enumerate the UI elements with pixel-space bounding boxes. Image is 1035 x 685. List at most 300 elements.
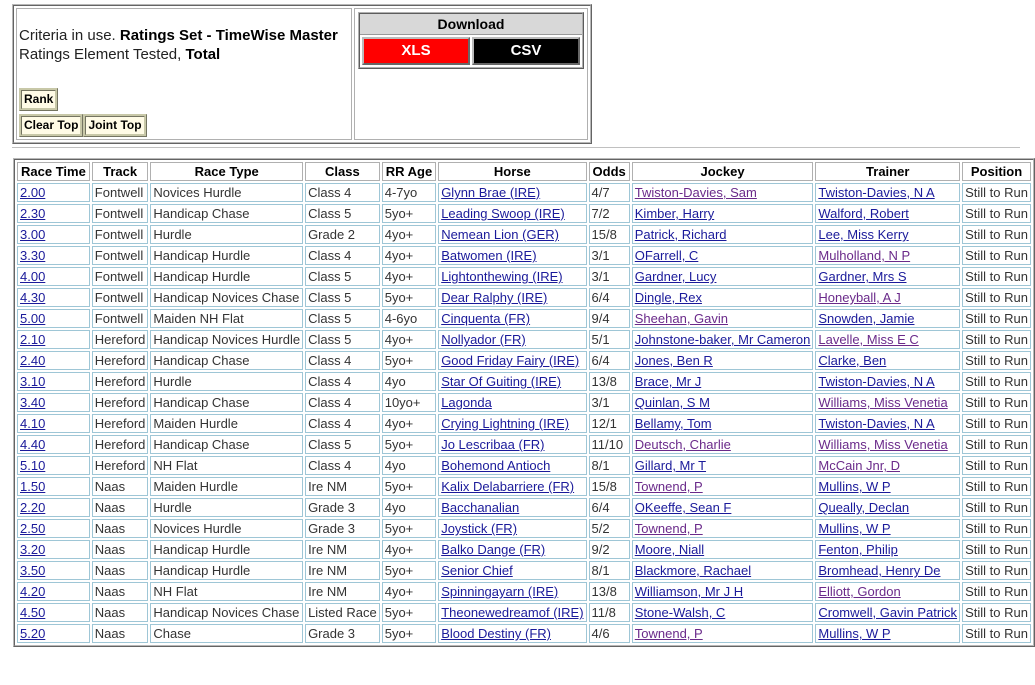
race-type-cell: Handicap Novices Hurdle	[150, 330, 303, 349]
position-cell: Still to Run	[962, 372, 1031, 391]
jockey-link[interactable]: Bellamy, Tom	[634, 416, 712, 431]
track-cell: Naas	[92, 582, 149, 601]
horse-cell	[438, 393, 586, 412]
position-cell: Still to Run	[962, 330, 1031, 349]
download-title: Download	[360, 14, 582, 35]
race-time-cell	[17, 624, 90, 643]
odds-cell: 9/2	[589, 540, 630, 559]
race-type-cell: Hurdle	[150, 372, 303, 391]
race-time-link[interactable]: 3.20	[20, 542, 46, 557]
table-row	[17, 540, 1031, 559]
horse-cell	[438, 288, 586, 307]
horse-link[interactable]: Senior Chief	[441, 563, 513, 578]
clear-top-button[interactable]: Clear Top	[19, 114, 83, 137]
trainer-link[interactable]: Lavelle, Miss E C	[818, 332, 919, 347]
rr-age-cell: 5yo+	[382, 288, 436, 307]
table-row	[17, 624, 1031, 643]
track-cell: Hereford	[92, 393, 149, 412]
column-header: Odds	[589, 162, 630, 181]
odds-cell: 3/1	[589, 393, 630, 412]
jockey-link[interactable]: Deutsch, Charlie	[634, 437, 731, 452]
race-time-cell	[17, 477, 90, 496]
odds-cell: 6/4	[589, 288, 630, 307]
track-cell: Fontwell	[92, 267, 149, 286]
trainer-link[interactable]: Williams, Miss Venetia	[818, 395, 948, 410]
trainer-link[interactable]: Twiston-Davies, N A	[818, 185, 935, 200]
table-row	[17, 246, 1031, 265]
class-cell: Grade 3	[305, 519, 380, 538]
position-cell: Still to Run	[962, 561, 1031, 580]
track-cell: Naas	[92, 540, 149, 559]
trainer-cell	[815, 372, 960, 391]
jockey-cell	[632, 183, 814, 202]
odds-cell: 5/2	[589, 519, 630, 538]
jockey-link[interactable]: Kimber, Harry	[634, 206, 715, 221]
rank-button[interactable]: Rank	[19, 88, 58, 111]
trainer-link[interactable]: Twiston-Davies, N A	[818, 374, 935, 389]
position-cell: Still to Run	[962, 309, 1031, 328]
race-time-link[interactable]: 2.10	[20, 332, 46, 347]
column-header: Jockey	[632, 162, 814, 181]
jockey-cell	[632, 267, 814, 286]
race-type-cell: Handicap Chase	[150, 435, 303, 454]
rr-age-cell: 5yo+	[382, 519, 436, 538]
trainer-link[interactable]: Snowden, Jamie	[818, 311, 915, 326]
class-cell: Class 5	[305, 204, 380, 223]
jockey-cell	[632, 351, 814, 370]
trainer-cell	[815, 624, 960, 643]
race-time-link[interactable]: 3.50	[20, 563, 46, 578]
trainer-cell	[815, 204, 960, 223]
race-time-cell	[17, 351, 90, 370]
class-cell: Ire NM	[305, 477, 380, 496]
track-cell: Naas	[92, 498, 149, 517]
horse-cell	[438, 414, 586, 433]
race-time-link[interactable]: 4.00	[20, 269, 46, 284]
track-cell: Hereford	[92, 372, 149, 391]
rr-age-cell: 4yo+	[382, 267, 436, 286]
horse-cell	[438, 519, 586, 538]
trainer-cell	[815, 456, 960, 475]
race-time-link[interactable]: 2.00	[20, 185, 46, 200]
position-cell: Still to Run	[962, 582, 1031, 601]
table-row	[17, 414, 1031, 433]
odds-cell: 5/1	[589, 330, 630, 349]
table-row	[17, 435, 1031, 454]
jockey-link[interactable]: Townend, P	[634, 521, 703, 536]
race-time-link[interactable]: 4.20	[20, 584, 46, 599]
jockey-link[interactable]: Dingle, Rex	[634, 290, 702, 305]
jockey-link[interactable]: Moore, Niall	[634, 542, 705, 557]
horse-link[interactable]: Blood Destiny (FR)	[441, 626, 551, 641]
table-row	[17, 372, 1031, 391]
jockey-link[interactable]: Townend, P	[634, 626, 703, 641]
class-cell: Class 5	[305, 267, 380, 286]
table-row	[17, 309, 1031, 328]
class-cell: Listed Race	[305, 603, 380, 622]
race-time-cell	[17, 582, 90, 601]
odds-cell: 12/1	[589, 414, 630, 433]
position-cell: Still to Run	[962, 477, 1031, 496]
trainer-link[interactable]: Twiston-Davies, N A	[818, 416, 935, 431]
trainer-link[interactable]: Mullins, W P	[818, 479, 891, 494]
trainer-link[interactable]: Queally, Declan	[818, 500, 910, 515]
class-cell: Class 4	[305, 351, 380, 370]
track-cell: Naas	[92, 519, 149, 538]
odds-cell: 4/7	[589, 183, 630, 202]
trainer-link[interactable]: Walford, Robert	[818, 206, 909, 221]
jockey-cell	[632, 456, 814, 475]
joint-top-button[interactable]: Joint Top	[83, 114, 146, 137]
jockey-cell	[632, 498, 814, 517]
jockey-link[interactable]: Quinlan, S M	[634, 395, 710, 410]
rr-age-cell: 4yo	[382, 498, 436, 517]
table-row	[17, 351, 1031, 370]
horse-cell	[438, 540, 586, 559]
class-cell: Grade 3	[305, 624, 380, 643]
horse-link[interactable]: Nollyador (FR)	[441, 332, 526, 347]
column-header: Trainer	[815, 162, 960, 181]
jockey-link[interactable]: Sheehan, Gavin	[634, 311, 728, 326]
rr-age-cell: 5yo+	[382, 561, 436, 580]
trainer-link[interactable]: Clarke, Ben	[818, 353, 887, 368]
horse-link[interactable]: Theonewedreamof (IRE)	[441, 605, 584, 620]
horse-link[interactable]: Cinquenta (FR)	[441, 311, 531, 326]
trainer-cell	[815, 414, 960, 433]
jockey-cell	[632, 519, 814, 538]
race-type-cell: NH Flat	[150, 456, 303, 475]
track-cell: Naas	[92, 477, 149, 496]
race-time-link[interactable]: 5.20	[20, 626, 46, 641]
odds-cell: 3/1	[589, 267, 630, 286]
trainer-cell	[815, 183, 960, 202]
track-cell: Fontwell	[92, 288, 149, 307]
horse-link[interactable]: Glynn Brae (IRE)	[441, 185, 541, 200]
trainer-cell	[815, 309, 960, 328]
horse-cell	[438, 309, 586, 328]
horse-link[interactable]: Joystick (FR)	[441, 521, 518, 536]
horse-cell	[438, 267, 586, 286]
jockey-link[interactable]: OKeeffe, Sean F	[634, 500, 732, 515]
race-type-cell: Novices Hurdle	[150, 183, 303, 202]
trainer-link[interactable]: Fenton, Philip	[818, 542, 898, 557]
trainer-link[interactable]: Mullins, W P	[818, 626, 891, 641]
rr-age-cell: 5yo+	[382, 477, 436, 496]
race-type-cell: Handicap Hurdle	[150, 540, 303, 559]
rr-age-cell: 4yo+	[382, 330, 436, 349]
jockey-link[interactable]: OFarrell, C	[634, 248, 699, 263]
criteria-panel	[12, 4, 592, 144]
rr-age-cell: 5yo+	[382, 351, 436, 370]
class-cell: Ire NM	[305, 582, 380, 601]
table-row	[17, 288, 1031, 307]
jockey-link[interactable]: Jones, Ben R	[634, 353, 713, 368]
race-time-link[interactable]: 2.40	[20, 353, 46, 368]
race-time-link[interactable]: 3.10	[20, 374, 46, 389]
track-cell: Hereford	[92, 330, 149, 349]
rr-age-cell: 5yo+	[382, 603, 436, 622]
horse-cell	[438, 477, 586, 496]
race-time-cell	[17, 393, 90, 412]
race-type-cell: Handicap Novices Chase	[150, 288, 303, 307]
rr-age-cell: 4yo+	[382, 225, 436, 244]
table-row	[17, 267, 1031, 286]
trainer-cell	[815, 393, 960, 412]
horse-link[interactable]: Dear Ralphy (IRE)	[441, 290, 548, 305]
trainer-link[interactable]: Mulholland, N P	[818, 248, 911, 263]
jockey-link[interactable]: Twiston-Davies, Sam	[634, 185, 757, 200]
jockey-cell	[632, 435, 814, 454]
odds-cell: 11/10	[589, 435, 630, 454]
trainer-cell	[815, 561, 960, 580]
horse-link[interactable]: Lightonthewing (IRE)	[441, 269, 563, 284]
rr-age-cell: 4yo	[382, 456, 436, 475]
race-type-cell: Hurdle	[150, 225, 303, 244]
ratings-set-value: Ratings Set - TimeWise Master	[119, 27, 338, 44]
jockey-link[interactable]: Patrick, Richard	[634, 227, 727, 242]
odds-cell: 13/8	[589, 582, 630, 601]
jockey-link[interactable]: Williamson, Mr J H	[634, 584, 744, 599]
table-row	[17, 561, 1031, 580]
horse-link[interactable]: Good Friday Fairy (IRE)	[441, 353, 580, 368]
race-time-link[interactable]: 2.50	[20, 521, 46, 536]
trainer-cell	[815, 267, 960, 286]
jockey-link[interactable]: Blackmore, Rachael	[634, 563, 752, 578]
download-panel	[358, 12, 584, 69]
race-type-cell: Handicap Novices Chase	[150, 603, 303, 622]
race-type-cell: Handicap Chase	[150, 204, 303, 223]
jockey-cell	[632, 393, 814, 412]
jockey-link[interactable]: Gardner, Lucy	[634, 269, 717, 284]
race-type-cell: Handicap Hurdle	[150, 267, 303, 286]
trainer-link[interactable]: Williams, Miss Venetia	[818, 437, 948, 452]
jockey-link[interactable]: Stone-Walsh, C	[634, 605, 726, 620]
horse-link[interactable]: Star Of Guiting (IRE)	[441, 374, 562, 389]
trainer-cell	[815, 540, 960, 559]
jockey-link[interactable]: Townend, P	[634, 479, 703, 494]
track-cell: Hereford	[92, 414, 149, 433]
race-type-cell: Chase	[150, 624, 303, 643]
class-cell: Ire NM	[305, 540, 380, 559]
trainer-link[interactable]: Honeyball, A J	[818, 290, 901, 305]
track-cell: Hereford	[92, 351, 149, 370]
trainer-link[interactable]: Mullins, W P	[818, 521, 891, 536]
class-cell: Class 4	[305, 414, 380, 433]
race-time-link[interactable]: 5.00	[20, 311, 46, 326]
track-cell: Fontwell	[92, 183, 149, 202]
race-time-cell	[17, 519, 90, 538]
column-header: Race Type	[150, 162, 303, 181]
class-cell: Class 5	[305, 309, 380, 328]
class-cell: Class 4	[305, 393, 380, 412]
horse-link[interactable]: Lagonda	[441, 395, 492, 410]
odds-cell: 11/8	[589, 603, 630, 622]
table-row	[17, 225, 1031, 244]
horse-link[interactable]: Crying Lightning (IRE)	[441, 416, 570, 431]
trainer-link[interactable]: Cromwell, Gavin Patrick	[818, 605, 958, 620]
class-cell: Class 4	[305, 456, 380, 475]
trainer-cell	[815, 246, 960, 265]
trainer-cell	[815, 519, 960, 538]
criteria-cell	[16, 8, 352, 140]
criteria-prefix: Criteria in use.	[19, 27, 116, 44]
race-time-cell	[17, 456, 90, 475]
track-cell: Fontwell	[92, 225, 149, 244]
position-cell: Still to Run	[962, 204, 1031, 223]
column-header: Track	[92, 162, 149, 181]
jockey-cell	[632, 540, 814, 559]
rr-age-cell: 5yo+	[382, 204, 436, 223]
criteria-line	[19, 26, 349, 45]
class-cell: Ire NM	[305, 561, 380, 580]
race-time-cell	[17, 288, 90, 307]
odds-cell: 8/1	[589, 456, 630, 475]
table-row	[17, 498, 1031, 517]
horse-cell	[438, 603, 586, 622]
horse-cell	[438, 372, 586, 391]
jockey-link[interactable]: Gillard, Mr T	[634, 458, 707, 473]
race-type-cell: Handicap Hurdle	[150, 561, 303, 580]
horse-link[interactable]: Kalix Delabarriere (FR)	[441, 479, 575, 494]
horse-link[interactable]: Nemean Lion (GER)	[441, 227, 559, 242]
race-time-cell	[17, 603, 90, 622]
horse-link[interactable]: Balko Dange (FR)	[441, 542, 546, 557]
table-row	[17, 393, 1031, 412]
xls-download-button[interactable]: XLS	[362, 37, 470, 65]
rr-age-cell: 4yo	[382, 372, 436, 391]
column-header: RR Age	[382, 162, 436, 181]
race-time-link[interactable]: 3.30	[20, 248, 46, 263]
jockey-cell	[632, 204, 814, 223]
track-cell: Hereford	[92, 456, 149, 475]
jockey-link[interactable]: Johnstone-baker, Mr Cameron	[634, 332, 811, 347]
race-time-link[interactable]: 4.10	[20, 416, 46, 431]
race-time-cell	[17, 225, 90, 244]
horse-link[interactable]: Bohemond Antioch	[441, 458, 551, 473]
horse-cell	[438, 561, 586, 580]
horse-link[interactable]: Jo Lescribaa (FR)	[441, 437, 545, 452]
track-cell: Fontwell	[92, 246, 149, 265]
column-header: Class	[305, 162, 380, 181]
race-time-link[interactable]: 4.40	[20, 437, 46, 452]
race-time-link[interactable]: 5.10	[20, 458, 46, 473]
class-cell: Class 4	[305, 372, 380, 391]
rr-age-cell: 5yo+	[382, 624, 436, 643]
column-header: Horse	[438, 162, 586, 181]
horse-cell	[438, 225, 586, 244]
odds-cell: 4/6	[589, 624, 630, 643]
race-time-link[interactable]: 2.30	[20, 206, 46, 221]
column-header: Position	[962, 162, 1031, 181]
horse-link[interactable]: Batwomen (IRE)	[441, 248, 537, 263]
position-cell: Still to Run	[962, 225, 1031, 244]
track-cell: Fontwell	[92, 204, 149, 223]
jockey-link[interactable]: Brace, Mr J	[634, 374, 702, 389]
race-time-link[interactable]: 3.00	[20, 227, 46, 242]
race-type-cell: Handicap Hurdle	[150, 246, 303, 265]
trainer-cell	[815, 351, 960, 370]
odds-cell: 13/8	[589, 372, 630, 391]
position-cell: Still to Run	[962, 603, 1031, 622]
trainer-cell	[815, 603, 960, 622]
table-row	[17, 204, 1031, 223]
odds-cell: 7/2	[589, 204, 630, 223]
race-time-cell	[17, 309, 90, 328]
race-time-link[interactable]: 4.30	[20, 290, 46, 305]
track-cell: Naas	[92, 624, 149, 643]
class-cell: Class 5	[305, 330, 380, 349]
table-row	[17, 456, 1031, 475]
race-time-link[interactable]: 2.20	[20, 500, 46, 515]
horse-cell	[438, 204, 586, 223]
race-time-cell	[17, 204, 90, 223]
track-cell: Hereford	[92, 435, 149, 454]
position-cell: Still to Run	[962, 456, 1031, 475]
horse-link[interactable]: Spinningayarn (IRE)	[441, 584, 559, 599]
race-time-link[interactable]: 3.40	[20, 395, 46, 410]
trainer-cell	[815, 225, 960, 244]
odds-cell: 15/8	[589, 477, 630, 496]
class-cell: Grade 2	[305, 225, 380, 244]
horse-cell	[438, 456, 586, 475]
class-cell: Grade 3	[305, 498, 380, 517]
position-cell: Still to Run	[962, 267, 1031, 286]
class-cell: Class 5	[305, 288, 380, 307]
race-type-cell: Handicap Chase	[150, 351, 303, 370]
trainer-cell	[815, 435, 960, 454]
race-time-link[interactable]: 4.50	[20, 605, 46, 620]
race-type-cell: Maiden Hurdle	[150, 477, 303, 496]
race-time-cell	[17, 372, 90, 391]
trainer-link[interactable]: McCain Jnr, D	[818, 458, 900, 473]
trainer-cell	[815, 477, 960, 496]
race-type-cell: Handicap Chase	[150, 393, 303, 412]
class-cell: Class 4	[305, 183, 380, 202]
trainer-link[interactable]: Lee, Miss Kerry	[818, 227, 909, 242]
trainer-link[interactable]: Elliott, Gordon	[818, 584, 901, 599]
race-time-link[interactable]: 1.50	[20, 479, 46, 494]
race-type-cell: Maiden NH Flat	[150, 309, 303, 328]
horse-link[interactable]: Leading Swoop (IRE)	[441, 206, 565, 221]
rr-age-cell: 4-7yo	[382, 183, 436, 202]
csv-download-button[interactable]: CSV	[472, 37, 580, 65]
table-row	[17, 477, 1031, 496]
race-time-cell	[17, 183, 90, 202]
separator	[12, 147, 1020, 148]
position-cell: Still to Run	[962, 246, 1031, 265]
column-header: Race Time	[17, 162, 90, 181]
table-row	[17, 582, 1031, 601]
race-type-cell: Hurdle	[150, 498, 303, 517]
trainer-cell	[815, 498, 960, 517]
position-cell: Still to Run	[962, 435, 1031, 454]
table-row	[17, 519, 1031, 538]
rr-age-cell: 4yo+	[382, 414, 436, 433]
track-cell: Naas	[92, 603, 149, 622]
horse-link[interactable]: Bacchanalian	[441, 500, 520, 515]
class-cell: Class 5	[305, 435, 380, 454]
trainer-link[interactable]: Bromhead, Henry De	[818, 563, 941, 578]
trainer-link[interactable]: Gardner, Mrs S	[818, 269, 907, 284]
jockey-cell	[632, 561, 814, 580]
race-time-cell	[17, 414, 90, 433]
rr-age-cell: 4yo+	[382, 246, 436, 265]
track-cell: Fontwell	[92, 309, 149, 328]
horse-cell	[438, 624, 586, 643]
position-cell: Still to Run	[962, 624, 1031, 643]
horse-cell	[438, 498, 586, 517]
rr-age-cell: 5yo+	[382, 435, 436, 454]
